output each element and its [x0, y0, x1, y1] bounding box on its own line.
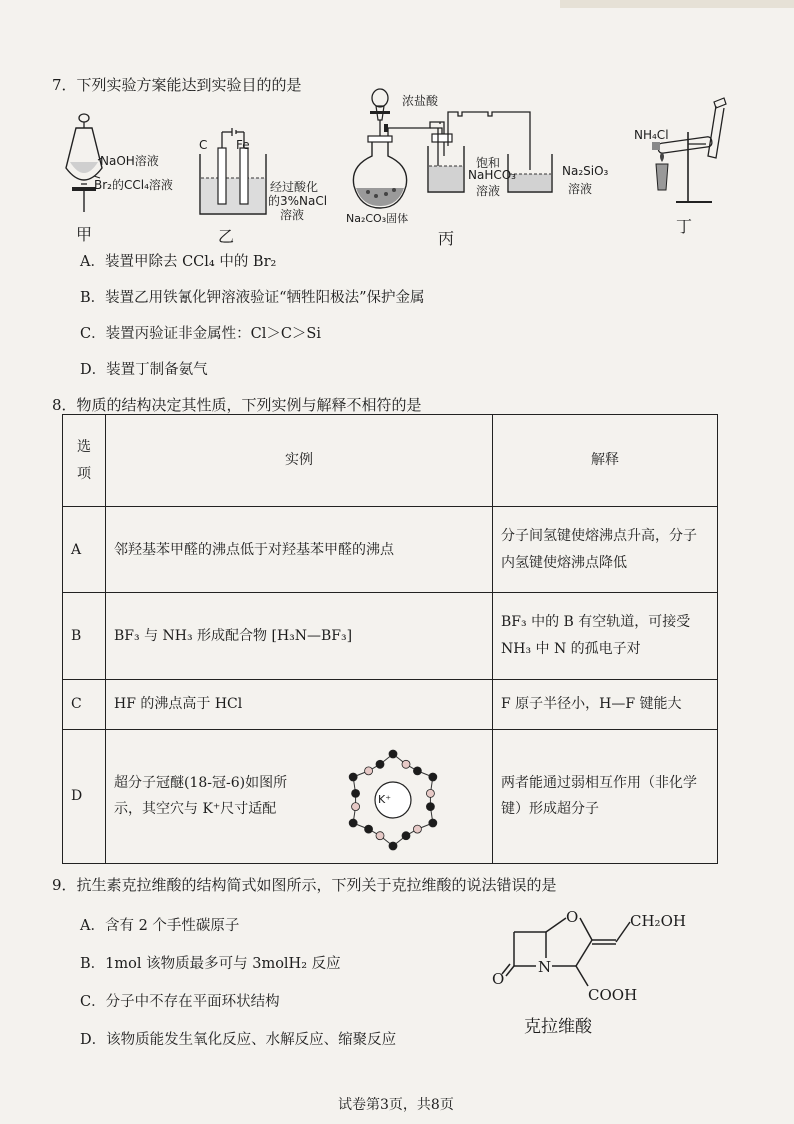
page-footer: 试卷第3页，共8页 — [338, 1097, 454, 1113]
crown-ether-carbon-atom — [349, 819, 357, 827]
row-option: A — [63, 507, 106, 593]
yi-solution-2: 的3%NaCl — [268, 194, 328, 208]
q9-option-d: D．该物质能发生氧化反应、水解反应、缩聚反应 — [80, 1032, 397, 1048]
row-example-text: 超分子冠醚(18-冠-6)如图所示，其空穴与 K⁺尺寸适配 — [114, 774, 288, 818]
scan-edge — [560, 0, 794, 8]
crown-ether-carbon-atom — [429, 819, 437, 827]
cooh-label: COOH — [588, 986, 638, 1004]
yi-electrode-c: C — [199, 138, 208, 152]
q9-option-b: B．1mol 该物质最多可与 3molH₂ 反应 — [80, 956, 341, 972]
q7-option-d: D．装置丁制备氨气 — [80, 362, 208, 378]
q8-table — [62, 414, 718, 864]
crown-ether-oxygen-atom — [426, 789, 434, 797]
q7-option-b: B．装置乙用铁氰化钾溶液验证“牺牲阳极法”保护金属 — [80, 290, 425, 306]
table-row — [63, 729, 718, 863]
crown-ether-oxygen-atom — [352, 802, 360, 810]
header-example: 实例 — [106, 415, 493, 507]
q7-stem: 7．下列实验方案能达到实验目的的是 — [52, 76, 302, 94]
row-option: B — [63, 593, 106, 679]
q9-option-c: C．分子中不存在平面环状结构 — [80, 994, 280, 1010]
apparatus-bing — [346, 84, 594, 224]
jia-label-naoh: NaOH溶液 — [100, 154, 159, 168]
crown-ether-carbon-atom — [429, 773, 437, 781]
crown-ether-carbon-atom — [402, 831, 410, 839]
k-ion-label: K⁺ — [378, 792, 392, 806]
ding-caption: 丁 — [676, 217, 693, 236]
crown-ether-oxygen-atom — [365, 767, 373, 775]
crown-ether-structure — [338, 748, 448, 852]
yi-caption: 乙 — [218, 227, 235, 246]
row-explanation: F 原子半径小，H—F 键能大 — [493, 679, 718, 729]
header-explanation: 解释 — [493, 415, 718, 507]
ring-oxygen-label: O — [566, 908, 579, 926]
bing-wash-3: 溶液 — [476, 184, 501, 198]
structure-name: 克拉维酸 — [524, 1017, 592, 1037]
row-explanation: 两者能通过弱相互作用（非化学键）形成超分子 — [493, 729, 718, 863]
bing-wash-1: 饱和 — [476, 156, 501, 170]
table-header-row — [63, 415, 718, 507]
crown-ether-carbon-atom — [389, 842, 397, 850]
ch2oh-label: CH₂OH — [630, 912, 686, 930]
yi-electrode-fe: Fe — [236, 138, 250, 152]
bing-caption: 丙 — [438, 229, 455, 248]
row-option: D — [63, 729, 106, 863]
crown-ether-carbon-atom — [389, 750, 397, 758]
crown-ether-oxygen-atom — [402, 760, 410, 768]
crown-ether-oxygen-atom — [413, 825, 421, 833]
q7-option-c: C．装置丙验证非金属性：Cl＞C＞Si — [80, 326, 321, 342]
crown-ether-carbon-atom — [349, 773, 357, 781]
nitrogen-label: N — [538, 958, 552, 976]
ding-reagent-label: NH₄Cl — [634, 128, 669, 142]
row-option: C — [63, 679, 106, 729]
jia-label-br2: Br₂的CCl₄溶液 — [94, 178, 173, 192]
q9-stem: 9．抗生素克拉维酸的结构简式如图所示，下列关于克拉维酸的说法错误的是 — [52, 876, 557, 894]
q9-option-a: A．含有 2 个手性碳原子 — [80, 918, 240, 934]
crown-ether-carbon-atom — [426, 802, 434, 810]
yi-solution-1: 经过酸化 — [270, 180, 319, 194]
jia-caption: 甲 — [76, 225, 93, 244]
bing-wash-2: NaHCO₃ — [468, 168, 516, 182]
bing-acid-label: 浓盐酸 — [402, 94, 439, 108]
row-explanation: 分子间氢键使熔沸点升高，分子内氢键使熔沸点降低 — [493, 507, 718, 593]
crown-ether-carbon-atom — [413, 767, 421, 775]
table-row — [63, 679, 718, 729]
row-example: HF 的沸点高于 HCl — [106, 679, 493, 729]
crown-ether-carbon-atom — [365, 825, 373, 833]
row-explanation: BF₃ 中的 B 有空轨道，可接受 NH₃ 中 N 的孤电子对 — [493, 593, 718, 679]
row-example: 邻羟基苯甲醛的沸点低于对羟基苯甲醛的沸点 — [106, 507, 493, 593]
crown-ether-carbon-atom — [352, 789, 360, 797]
keto-oxygen-label: O — [492, 970, 505, 988]
bing-silicate-2: 溶液 — [568, 182, 593, 196]
crown-ether-oxygen-atom — [376, 831, 384, 839]
row-example: BF₃ 与 NH₃ 形成配合物 [H₃N—BF₃] — [106, 593, 493, 679]
apparatus-ding — [632, 90, 742, 210]
crown-ether-carbon-atom — [376, 760, 384, 768]
bing-solid-label: Na₂CO₃固体 — [346, 212, 409, 225]
row-example — [106, 729, 493, 863]
bing-silicate-1: Na₂SiO₃ — [562, 164, 609, 178]
q8-stem: 8．物质的结构决定其性质，下列实例与解释不相符的是 — [52, 396, 422, 414]
header-option: 选 项 — [63, 415, 106, 507]
q7-option-a: A．装置甲除去 CCl₄ 中的 Br₂ — [80, 254, 277, 270]
yi-solution-3: 溶液 — [280, 208, 305, 222]
table-row — [63, 507, 718, 593]
table-row — [63, 593, 718, 679]
